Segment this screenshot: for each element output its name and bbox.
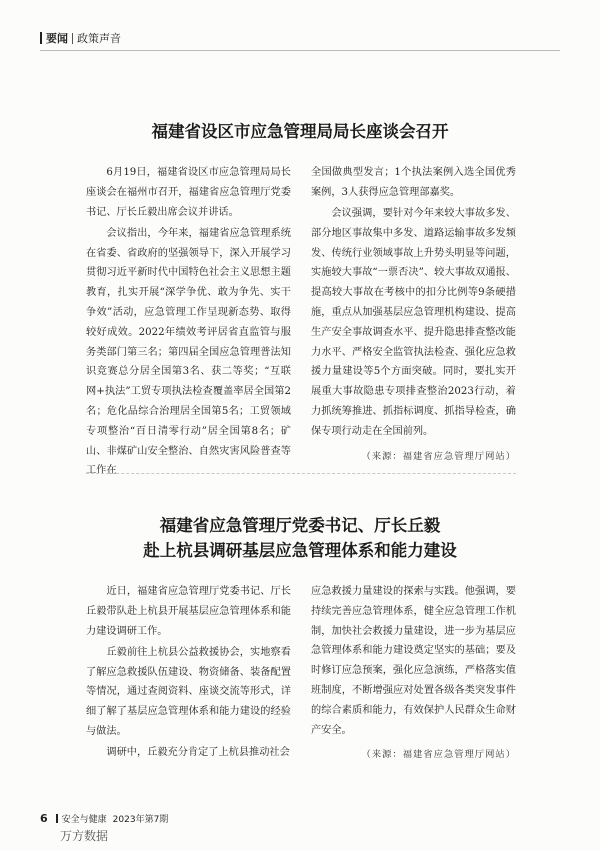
header-bar: [40, 32, 42, 44]
section-label: 要闻: [46, 32, 68, 45]
subsection-label: 政策声音: [77, 32, 121, 45]
article2-title: [40, 513, 560, 563]
article1-column-right: [311, 163, 516, 465]
issue-label: 2023年第7期: [112, 815, 169, 825]
article2-title-line2: 赴上杭县调研基层应急管理体系和能力建设: [143, 541, 457, 560]
watermark-text: 万方数据: [60, 829, 109, 843]
article1-body: [86, 163, 516, 477]
magazine-name: 安全与健康: [61, 815, 107, 825]
article2-paragraph: 应急救援力量建设的探索与实践。他强调，要持续完善应急管理体系，健全应急管理工作机制，加快社会救援力量建设，进一步为基层应急管理体系和能力建设奠定坚实的基础；要及时修订应急预案，强化应急演练，严格落实值班制度，不断增强应对处置各级各类突发事件的综合素质和能力，有效保护人民群众生命财产安全。: [311, 586, 516, 736]
article2-column-left: [86, 582, 291, 759]
header-rule: [40, 50, 560, 51]
article2-body: [86, 582, 516, 761]
article1-column-left: [86, 163, 291, 477]
article1-title: 福建省设区市应急管理局局长座谈会召开: [151, 122, 449, 141]
article1-paragraph: 全国做典型发言；1个执法案例入选全国优秀案例，3人获得应急管理部嘉奖。: [311, 167, 516, 198]
article2-paragraph: 近日，福建省应急管理厅党委书记、厅长丘毅带队赴上杭县开展基层应急管理体系和能力建设调研工作。: [86, 586, 291, 637]
article2-paragraph: 调研中，丘毅充分肯定了上杭县推动社会: [106, 747, 290, 759]
article2-column-right: [311, 582, 516, 761]
page-footer: [40, 812, 168, 825]
article2-paragraph: 丘毅前往上杭县公益救援协会，实地察看了解应急救援队伍建设、物资储备、装备配置等情况，通过查阅资料、座谈交流等形式，详细了解了基层应急管理体系和能力建设的经验与做法。: [86, 646, 291, 738]
article-divider: [86, 473, 516, 474]
article1-paragraph: 会议指出，今年来，福建省应急管理系统在省委、省政府的坚强领导下，深入开展学习贯彻习近平新时代中国特色社会主义思想主题教育，扎实开展“深学争优、敢为争先、实干争效”活动，应急管理工作呈现新态势、取得较好成效。2022年绩效考评居省直监管与服务类部门第三名；第四届全国应急管理普法知识竞赛总分居全国第3名、获二等奖；“互联网+执法”工贸专项执法检查覆盖率居全国第2名；危化品综合治理居全国第5名；工贸领域专项整治“百日清零行动”居全国第8名；矿山、非煤矿山安全整治、自然灾害风险普查等工作在: [86, 227, 291, 477]
article2-source: （来源：福建省应急管理厅网站）: [361, 749, 516, 761]
article1-source: （来源：福建省应急管理厅网站）: [361, 450, 516, 462]
article2-title-line1: 福建省应急管理厅党委书记、厅长丘毅: [159, 516, 441, 535]
article1-paragraph: 会议强调，要针对今年来较大事故多发、部分地区事故集中多发、道路运输事故多发频发、传统行业领域事故上升势头明显等问题，实施较大事故“一票否决”、较大事故双通报、提高较大事故在考核中的扣分比例等9条硬措施，重点从加强基层应急管理机构建设、提高生产安全事故调查水平、提升隐患排查整改能力水平、严格安全监管执法检查、强化应急救援力量建设等5个方面突破。同时，要扎实开展重大事故隐患专项排查整治2023行动，着力抓统筹推进、抓指标调度、抓指导检查，确保专项行动走在全国前列。: [311, 208, 516, 437]
page-number: 6: [40, 812, 48, 825]
header-separator: [72, 33, 73, 44]
footer-bar: [56, 814, 58, 823]
section-header: [40, 30, 121, 46]
article1-paragraph: 6月19日，福建省设区市应急管理局局长座谈会在福州市召开，福建省应急管理厅党委书记、厅长丘毅出席会议并讲话。: [86, 167, 291, 218]
